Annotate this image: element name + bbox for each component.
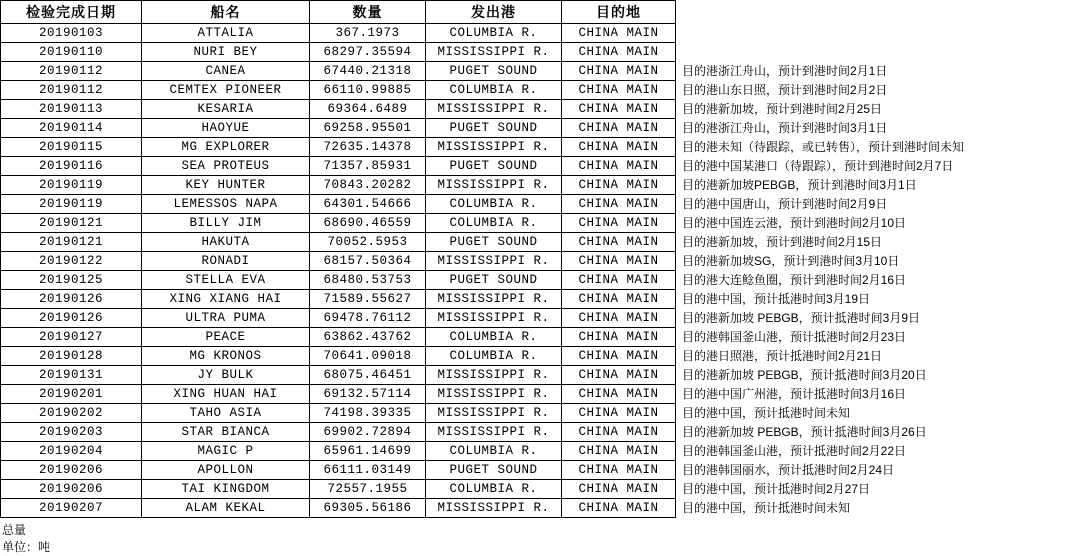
cell-quantity: 74198.39335 xyxy=(310,404,426,423)
cell-inspection-date: 20190202 xyxy=(1,404,142,423)
cell-departure-port: MISSISSIPPI R. xyxy=(426,100,562,119)
cell-quantity: 70641.09018 xyxy=(310,347,426,366)
cell-departure-port: MISSISSIPPI R. xyxy=(426,252,562,271)
cell-quantity: 69364.6489 xyxy=(310,100,426,119)
cell-remarks: 目的港新加坡 PEBGB，预计抵港时间3月9日 xyxy=(676,309,1077,328)
table-row xyxy=(1,138,1077,157)
cell-destination: CHINA MAIN xyxy=(562,461,676,480)
cell-destination: CHINA MAIN xyxy=(562,328,676,347)
cell-remarks: 目的港中国，预计抵港时间3月19日 xyxy=(676,290,1077,309)
cell-ship-name: STELLA EVA xyxy=(142,271,310,290)
cell-remarks: 目的港中国，预计抵港时间2月27日 xyxy=(676,480,1077,499)
cell-departure-port: PUGET SOUND xyxy=(426,461,562,480)
cell-ship-name: STAR BIANCA xyxy=(142,423,310,442)
cell-remarks xyxy=(676,43,1077,62)
cell-quantity: 68690.46559 xyxy=(310,214,426,233)
table-row xyxy=(1,328,1077,347)
cell-remarks: 目的港中国唐山，预计到港时间2月9日 xyxy=(676,195,1077,214)
table-row xyxy=(1,480,1077,499)
table-row xyxy=(1,24,1077,43)
cell-ship-name: MG EXPLORER xyxy=(142,138,310,157)
column-header-inspection-date: 检验完成日期 xyxy=(1,1,142,24)
cell-departure-port: MISSISSIPPI R. xyxy=(426,43,562,62)
cell-remarks: 目的港中国某港口（待跟踪），预计到港时间2月7日 xyxy=(676,157,1077,176)
cell-inspection-date: 20190131 xyxy=(1,366,142,385)
cell-inspection-date: 20190128 xyxy=(1,347,142,366)
cell-inspection-date: 20190204 xyxy=(1,442,142,461)
cell-ship-name: PEACE xyxy=(142,328,310,347)
cell-inspection-date: 20190126 xyxy=(1,309,142,328)
cell-departure-port: PUGET SOUND xyxy=(426,62,562,81)
cell-quantity: 66111.03149 xyxy=(310,461,426,480)
unit-label: 单位：吨 xyxy=(2,539,1077,556)
table-row xyxy=(1,461,1077,480)
cell-ship-name: SEA PROTEUS xyxy=(142,157,310,176)
table-row xyxy=(1,385,1077,404)
cell-remarks: 目的港中国，预计抵港时间未知 xyxy=(676,499,1077,518)
cell-destination: CHINA MAIN xyxy=(562,24,676,43)
cell-departure-port: COLUMBIA R. xyxy=(426,81,562,100)
cell-inspection-date: 20190122 xyxy=(1,252,142,271)
cell-remarks: 目的港新加坡PEBGB，预计到港时间3月1日 xyxy=(676,176,1077,195)
cell-ship-name: CANEA xyxy=(142,62,310,81)
cell-destination: CHINA MAIN xyxy=(562,271,676,290)
cell-ship-name: KESARIA xyxy=(142,100,310,119)
cell-destination: CHINA MAIN xyxy=(562,43,676,62)
cell-quantity: 66110.99885 xyxy=(310,81,426,100)
cell-departure-port: PUGET SOUND xyxy=(426,157,562,176)
cell-destination: CHINA MAIN xyxy=(562,442,676,461)
table-row xyxy=(1,214,1077,233)
cell-destination: CHINA MAIN xyxy=(562,214,676,233)
cell-remarks: 目的港中国广州港，预计抵港时间3月16日 xyxy=(676,385,1077,404)
cell-destination: CHINA MAIN xyxy=(562,480,676,499)
cell-ship-name: RONADI xyxy=(142,252,310,271)
cell-inspection-date: 20190119 xyxy=(1,176,142,195)
cell-quantity: 68075.46451 xyxy=(310,366,426,385)
column-header-remarks xyxy=(676,1,1077,24)
cell-departure-port: PUGET SOUND xyxy=(426,271,562,290)
cell-quantity: 69258.95501 xyxy=(310,119,426,138)
table-row xyxy=(1,195,1077,214)
footer-notes xyxy=(0,522,1077,556)
table-row xyxy=(1,119,1077,138)
cell-departure-port: MISSISSIPPI R. xyxy=(426,138,562,157)
table-body xyxy=(1,24,1077,518)
table-header-row xyxy=(1,1,1077,24)
total-label: 总量 xyxy=(2,522,1077,539)
table-row xyxy=(1,347,1077,366)
cell-inspection-date: 20190126 xyxy=(1,290,142,309)
cell-quantity: 70843.20282 xyxy=(310,176,426,195)
cell-departure-port: COLUMBIA R. xyxy=(426,480,562,499)
cell-remarks: 目的港未知（待跟踪，或已转售），预计到港时间未知 xyxy=(676,138,1077,157)
cell-departure-port: MISSISSIPPI R. xyxy=(426,309,562,328)
cell-quantity: 71589.55627 xyxy=(310,290,426,309)
table-row xyxy=(1,423,1077,442)
cell-remarks: 目的港新加坡，预计到港时间2月15日 xyxy=(676,233,1077,252)
cell-remarks xyxy=(676,24,1077,43)
cell-ship-name: NURI BEY xyxy=(142,43,310,62)
cell-ship-name: HAOYUE xyxy=(142,119,310,138)
cell-destination: CHINA MAIN xyxy=(562,404,676,423)
cell-quantity: 367.1973 xyxy=(310,24,426,43)
cell-destination: CHINA MAIN xyxy=(562,347,676,366)
cell-inspection-date: 20190103 xyxy=(1,24,142,43)
column-header-quantity: 数量 xyxy=(310,1,426,24)
cell-destination: CHINA MAIN xyxy=(562,366,676,385)
cell-departure-port: COLUMBIA R. xyxy=(426,24,562,43)
cell-destination: CHINA MAIN xyxy=(562,233,676,252)
cell-ship-name: CEMTEX PIONEER xyxy=(142,81,310,100)
cell-ship-name: XING XIANG HAI xyxy=(142,290,310,309)
cell-inspection-date: 20190201 xyxy=(1,385,142,404)
cell-destination: CHINA MAIN xyxy=(562,195,676,214)
cell-remarks: 目的港大连鲶鱼圈，预计到港时间2月16日 xyxy=(676,271,1077,290)
table-row xyxy=(1,100,1077,119)
cell-destination: CHINA MAIN xyxy=(562,423,676,442)
cell-remarks: 目的港山东日照，预计到港时间2月2日 xyxy=(676,81,1077,100)
cell-destination: CHINA MAIN xyxy=(562,290,676,309)
cell-inspection-date: 20190203 xyxy=(1,423,142,442)
cell-remarks: 目的港新加坡 PEBGB，预计抵港时间3月26日 xyxy=(676,423,1077,442)
cell-inspection-date: 20190206 xyxy=(1,480,142,499)
cell-quantity: 64301.54666 xyxy=(310,195,426,214)
cell-inspection-date: 20190207 xyxy=(1,499,142,518)
cell-inspection-date: 20190115 xyxy=(1,138,142,157)
cell-quantity: 69902.72894 xyxy=(310,423,426,442)
cell-destination: CHINA MAIN xyxy=(562,81,676,100)
cell-ship-name: TAHO ASIA xyxy=(142,404,310,423)
cell-quantity: 63862.43762 xyxy=(310,328,426,347)
cell-remarks: 目的港中国连云港，预计到港时间2月10日 xyxy=(676,214,1077,233)
cell-quantity: 67440.21318 xyxy=(310,62,426,81)
cell-quantity: 69132.57114 xyxy=(310,385,426,404)
cell-inspection-date: 20190125 xyxy=(1,271,142,290)
cell-ship-name: HAKUTA xyxy=(142,233,310,252)
cell-remarks: 目的港新加坡，预计到港时间2月25日 xyxy=(676,100,1077,119)
column-header-ship-name: 船名 xyxy=(142,1,310,24)
cell-destination: CHINA MAIN xyxy=(562,252,676,271)
cell-quantity: 68157.50364 xyxy=(310,252,426,271)
cell-departure-port: COLUMBIA R. xyxy=(426,214,562,233)
table-row xyxy=(1,81,1077,100)
table-row xyxy=(1,442,1077,461)
table-row xyxy=(1,404,1077,423)
cell-ship-name: ULTRA PUMA xyxy=(142,309,310,328)
cell-inspection-date: 20190121 xyxy=(1,233,142,252)
cell-ship-name: TAI KINGDOM xyxy=(142,480,310,499)
cell-inspection-date: 20190206 xyxy=(1,461,142,480)
cell-inspection-date: 20190119 xyxy=(1,195,142,214)
cell-destination: CHINA MAIN xyxy=(562,309,676,328)
cell-ship-name: ATTALIA xyxy=(142,24,310,43)
cell-destination: CHINA MAIN xyxy=(562,385,676,404)
cell-destination: CHINA MAIN xyxy=(562,157,676,176)
cell-remarks: 目的港新加坡 PEBGB，预计抵港时间3月20日 xyxy=(676,366,1077,385)
cell-quantity: 71357.85931 xyxy=(310,157,426,176)
cell-ship-name: MG KRONOS xyxy=(142,347,310,366)
cell-inspection-date: 20190114 xyxy=(1,119,142,138)
cell-remarks: 目的港浙江舟山，预计到港时间3月1日 xyxy=(676,119,1077,138)
cell-remarks: 目的港中国，预计抵港时间未知 xyxy=(676,404,1077,423)
cell-destination: CHINA MAIN xyxy=(562,499,676,518)
cell-remarks: 目的港浙江舟山，预计到港时间2月1日 xyxy=(676,62,1077,81)
cell-destination: CHINA MAIN xyxy=(562,100,676,119)
cell-departure-port: COLUMBIA R. xyxy=(426,328,562,347)
cell-inspection-date: 20190113 xyxy=(1,100,142,119)
table-row xyxy=(1,309,1077,328)
cell-quantity: 70052.5953 xyxy=(310,233,426,252)
cell-departure-port: MISSISSIPPI R. xyxy=(426,366,562,385)
cell-ship-name: APOLLON xyxy=(142,461,310,480)
cell-ship-name: BILLY JIM xyxy=(142,214,310,233)
table-row xyxy=(1,290,1077,309)
cell-quantity: 69478.76112 xyxy=(310,309,426,328)
cell-departure-port: COLUMBIA R. xyxy=(426,442,562,461)
cell-departure-port: MISSISSIPPI R. xyxy=(426,499,562,518)
cell-inspection-date: 20190121 xyxy=(1,214,142,233)
cell-departure-port: MISSISSIPPI R. xyxy=(426,423,562,442)
cell-inspection-date: 20190116 xyxy=(1,157,142,176)
cell-inspection-date: 20190112 xyxy=(1,81,142,100)
cell-quantity: 65961.14699 xyxy=(310,442,426,461)
cell-departure-port: MISSISSIPPI R. xyxy=(426,176,562,195)
cell-ship-name: ALAM KEKAL xyxy=(142,499,310,518)
table-row xyxy=(1,157,1077,176)
cell-remarks: 目的港新加坡SG，预计到港时间3月10日 xyxy=(676,252,1077,271)
cell-destination: CHINA MAIN xyxy=(562,62,676,81)
cell-departure-port: MISSISSIPPI R. xyxy=(426,290,562,309)
cell-quantity: 72635.14378 xyxy=(310,138,426,157)
cell-destination: CHINA MAIN xyxy=(562,119,676,138)
cell-departure-port: MISSISSIPPI R. xyxy=(426,404,562,423)
table-row xyxy=(1,233,1077,252)
table-row xyxy=(1,499,1077,518)
cell-ship-name: LEMESSOS NAPA xyxy=(142,195,310,214)
cell-quantity: 72557.1955 xyxy=(310,480,426,499)
cell-inspection-date: 20190110 xyxy=(1,43,142,62)
cell-quantity: 68480.53753 xyxy=(310,271,426,290)
cell-quantity: 69305.56186 xyxy=(310,499,426,518)
cell-ship-name: JY BULK xyxy=(142,366,310,385)
cell-departure-port: MISSISSIPPI R. xyxy=(426,385,562,404)
cell-ship-name: KEY HUNTER xyxy=(142,176,310,195)
cell-departure-port: PUGET SOUND xyxy=(426,233,562,252)
cell-departure-port: COLUMBIA R. xyxy=(426,347,562,366)
cell-departure-port: COLUMBIA R. xyxy=(426,195,562,214)
table-row xyxy=(1,176,1077,195)
cell-departure-port: PUGET SOUND xyxy=(426,119,562,138)
cell-quantity: 68297.35594 xyxy=(310,43,426,62)
table-row xyxy=(1,43,1077,62)
cell-ship-name: XING HUAN HAI xyxy=(142,385,310,404)
cell-remarks: 目的港韩国丽水，预计抵港时间2月24日 xyxy=(676,461,1077,480)
table-row xyxy=(1,366,1077,385)
cell-inspection-date: 20190127 xyxy=(1,328,142,347)
column-header-destination: 目的地 xyxy=(562,1,676,24)
table-row xyxy=(1,62,1077,81)
table-row xyxy=(1,252,1077,271)
cell-remarks: 目的港韩国釜山港，预计抵港时间2月22日 xyxy=(676,442,1077,461)
cell-inspection-date: 20190112 xyxy=(1,62,142,81)
cell-destination: CHINA MAIN xyxy=(562,138,676,157)
table-row xyxy=(1,271,1077,290)
cell-remarks: 目的港日照港，预计抵港时间2月21日 xyxy=(676,347,1077,366)
cell-destination: CHINA MAIN xyxy=(562,176,676,195)
cell-ship-name: MAGIC P xyxy=(142,442,310,461)
cell-remarks: 目的港韩国釜山港，预计抵港时间2月23日 xyxy=(676,328,1077,347)
column-header-departure-port: 发出港 xyxy=(426,1,562,24)
